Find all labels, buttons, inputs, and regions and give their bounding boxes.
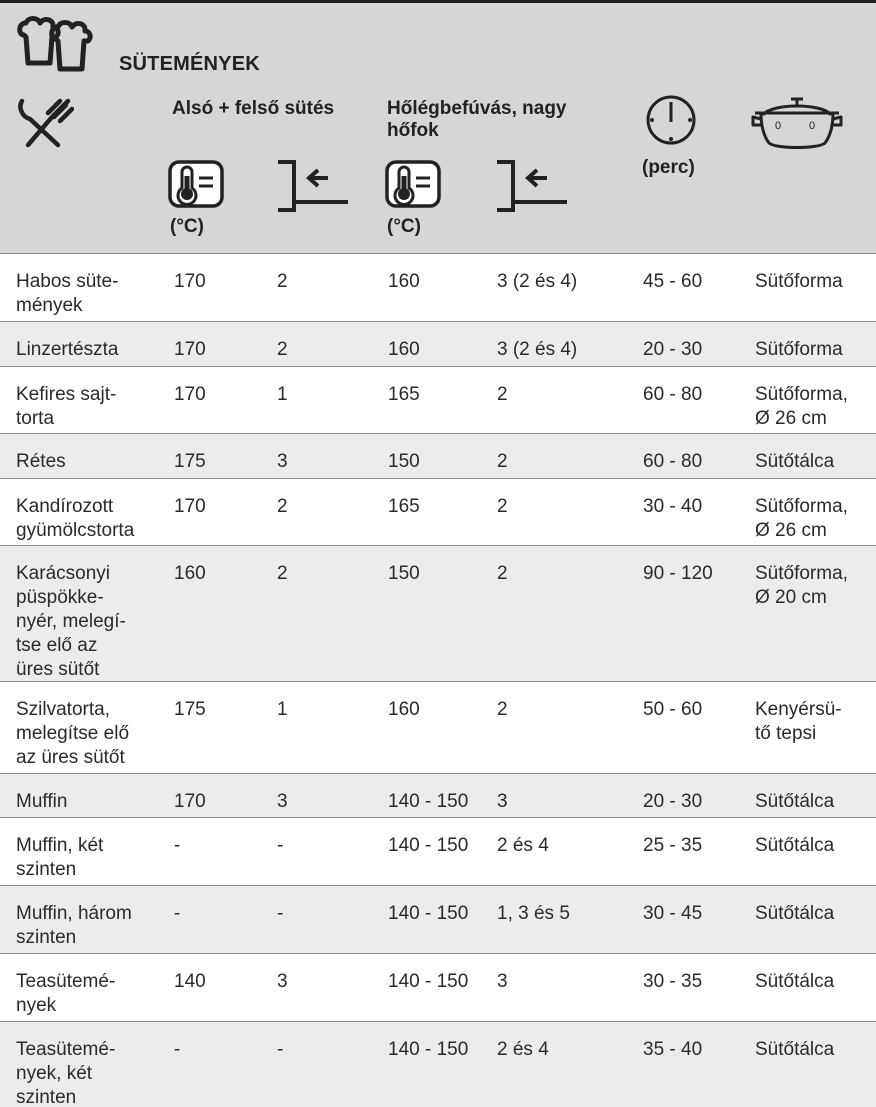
- food-name: [16, 698, 129, 770]
- food-name-line: szinten: [16, 859, 77, 880]
- fan-temperature: 140 - 150: [388, 1039, 469, 1060]
- table-row: [0, 885, 876, 953]
- food-name: [16, 1038, 115, 1107]
- food-name-line: Teasütemé-: [16, 971, 116, 992]
- fan-shelf-level: 2: [497, 451, 508, 472]
- food-name-line: Rétes: [16, 451, 66, 472]
- conventional-shelf-level: 2: [277, 339, 288, 360]
- fan-temperature: 150: [388, 563, 420, 584]
- fan-temperature: 165: [388, 384, 420, 405]
- fan-shelf-level: 2 és 4: [497, 835, 549, 856]
- food-name-line: szinten: [16, 927, 77, 948]
- conventional-temperature: 170: [174, 271, 206, 292]
- cookware: [755, 1038, 834, 1062]
- food-name-line: az üres sütőt: [16, 747, 125, 768]
- cooking-time: 30 - 45: [643, 903, 703, 924]
- food-name: [16, 495, 134, 543]
- conventional-temperature: 170: [174, 496, 206, 517]
- cookware: [755, 834, 834, 858]
- table-row: [0, 433, 876, 478]
- food-name-line: melegítse elő: [16, 723, 130, 744]
- cookware-line: Sütőtálca: [755, 791, 835, 812]
- cookware: [755, 562, 848, 610]
- food-name: [16, 562, 126, 682]
- conventional-temperature: -: [174, 903, 181, 924]
- food-name-line: nyek, két: [16, 1063, 93, 1084]
- fan-shelf-level: 2: [497, 384, 508, 405]
- cooking-time: 45 - 60: [643, 271, 703, 292]
- conventional-shelf-level: 2: [277, 496, 288, 517]
- cookware-line: Sütőtálca: [755, 835, 835, 856]
- cake-icon: [16, 15, 96, 82]
- food-name: [16, 450, 66, 474]
- cookware-line: Sütőtálca: [755, 451, 835, 472]
- thermometer-icon: [385, 160, 443, 221]
- cookware: [755, 450, 834, 474]
- fan-temperature: 160: [388, 271, 420, 292]
- fan-temperature: 150: [388, 451, 420, 472]
- cookware-line: Sütőtálca: [755, 971, 835, 992]
- cookware: [755, 970, 834, 994]
- conventional-shelf-level: 3: [277, 791, 288, 812]
- pot-icon: [751, 93, 843, 158]
- cookware: [755, 790, 834, 814]
- cooking-time: 60 - 80: [643, 451, 703, 472]
- fan-shelf-level: 3 (2 és 4): [497, 271, 578, 292]
- food-name-line: nyek: [16, 995, 57, 1016]
- svg-text:0: 0: [809, 120, 816, 132]
- food-name-line: Karácsonyi: [16, 563, 110, 584]
- food-name-line: nyér, melegí-: [16, 611, 126, 632]
- fan-shelf-level: 3: [497, 791, 508, 812]
- conventional-temperature: 175: [174, 451, 206, 472]
- food-name-line: Linzertészta: [16, 339, 119, 360]
- table-row: [0, 1021, 876, 1107]
- cookware: [755, 902, 834, 926]
- cookware: [755, 383, 848, 431]
- cookware-line: Sütőforma,: [755, 384, 848, 405]
- food-name: [16, 270, 118, 318]
- cookware: [755, 338, 843, 362]
- cookware-line: Ø 26 cm: [755, 408, 827, 429]
- food-name-line: gyümölcstorta: [16, 520, 135, 541]
- fan-shelf-level: 2 és 4: [497, 1039, 549, 1060]
- table-row: [0, 478, 876, 545]
- table-row: [0, 953, 876, 1021]
- cooking-time: 30 - 35: [643, 971, 703, 992]
- table-row: [0, 321, 876, 366]
- cookware-line: Sütőforma,: [755, 563, 848, 584]
- cookware-line: Kenyérsü-: [755, 699, 842, 720]
- fan-shelf-level: 3 (2 és 4): [497, 339, 578, 360]
- cookware-line: Sütőtálca: [755, 903, 835, 924]
- food-name: [16, 834, 103, 882]
- fan-temperature: 140 - 150: [388, 791, 469, 812]
- conventional-heating-header: Alsó + felső sütés: [172, 98, 335, 119]
- food-name-line: szinten: [16, 1087, 77, 1107]
- time-unit-label: (perc): [642, 157, 695, 178]
- cooking-time: 35 - 40: [643, 1039, 703, 1060]
- conventional-temperature: 170: [174, 384, 206, 405]
- temp-unit-label-1: (°C): [170, 216, 204, 237]
- cookware-line: Sütőforma,: [755, 496, 848, 517]
- cooking-time: 20 - 30: [643, 791, 703, 812]
- fan-shelf-level: 3: [497, 971, 508, 992]
- food-name-line: tse elő az: [16, 635, 98, 656]
- food-name-line: Muffin, két: [16, 835, 104, 856]
- fan-shelf-level: 2: [497, 496, 508, 517]
- cookware-line: Sütőtálca: [755, 1039, 835, 1060]
- cookware-line: Ø 20 cm: [755, 587, 827, 608]
- conventional-shelf-level: -: [277, 1039, 284, 1060]
- food-name-line: torta: [16, 408, 55, 429]
- svg-text:0: 0: [775, 120, 782, 132]
- section-title: SÜTEMÉNYEK: [119, 53, 260, 75]
- shelf-position-icon: [276, 158, 352, 219]
- table-row: [0, 773, 876, 817]
- temp-unit-label-2: (°C): [387, 216, 421, 237]
- fan-shelf-level: 2: [497, 699, 508, 720]
- conventional-shelf-level: 3: [277, 971, 288, 992]
- table-row: [0, 545, 876, 681]
- fan-heating-header-line1: Hőlégbefúvás, nagy: [387, 98, 567, 119]
- conventional-shelf-level: 1: [277, 384, 288, 405]
- food-name-line: püspökke-: [16, 587, 104, 608]
- conventional-temperature: 170: [174, 791, 206, 812]
- conventional-temperature: 160: [174, 563, 206, 584]
- fan-temperature: 140 - 150: [388, 903, 469, 924]
- food-name: [16, 338, 118, 362]
- cookware-line: Sütőforma: [755, 271, 843, 292]
- food-name-line: Muffin: [16, 791, 68, 812]
- cookware: [755, 698, 842, 746]
- food-name: [16, 970, 115, 1018]
- table-row: [0, 681, 876, 773]
- fan-temperature: 160: [388, 699, 420, 720]
- table-row: [0, 817, 876, 885]
- fan-shelf-level: 1, 3 és 5: [497, 903, 570, 924]
- thermometer-icon: [168, 160, 226, 221]
- cookware-line: Ø 26 cm: [755, 520, 827, 541]
- fan-shelf-level: 2: [497, 563, 508, 584]
- table-row: [0, 253, 876, 321]
- cooking-time: 50 - 60: [643, 699, 703, 720]
- conventional-temperature: -: [174, 1039, 181, 1060]
- food-name-line: Szilvatorta,: [16, 699, 110, 720]
- fan-temperature: 140 - 150: [388, 835, 469, 856]
- conventional-shelf-level: -: [277, 903, 284, 924]
- clock-icon: [641, 94, 701, 151]
- cutlery-icon: [16, 97, 74, 154]
- cookware-line: tő tepsi: [755, 723, 817, 744]
- cooking-time: 25 - 35: [643, 835, 703, 856]
- cooking-time: 20 - 30: [643, 339, 703, 360]
- food-name-line: Teasütemé-: [16, 1039, 116, 1060]
- food-name-line: Kandírozott: [16, 496, 114, 517]
- cookware-line: Sütőforma: [755, 339, 843, 360]
- conventional-temperature: 140: [174, 971, 206, 992]
- conventional-temperature: 175: [174, 699, 206, 720]
- table-header: [0, 89, 876, 253]
- fan-temperature: 140 - 150: [388, 971, 469, 992]
- section-title-band: [0, 3, 876, 89]
- cooking-time: 30 - 40: [643, 496, 703, 517]
- cooking-time: 90 - 120: [643, 563, 713, 584]
- conventional-shelf-level: 1: [277, 699, 288, 720]
- fan-temperature: 160: [388, 339, 420, 360]
- food-name-line: mények: [16, 295, 83, 316]
- conventional-shelf-level: -: [277, 835, 284, 856]
- food-name-line: üres sütőt: [16, 659, 100, 680]
- cookware: [755, 495, 848, 543]
- conventional-shelf-level: 3: [277, 451, 288, 472]
- food-name-line: Kefires sajt-: [16, 384, 117, 405]
- shelf-position-icon: [495, 158, 571, 219]
- cookware: [755, 270, 843, 294]
- conventional-temperature: 170: [174, 339, 206, 360]
- food-name: [16, 790, 67, 814]
- food-name-line: Muffin, három: [16, 903, 132, 924]
- conventional-temperature: -: [174, 835, 181, 856]
- food-name-line: Habos süte-: [16, 271, 119, 292]
- cooking-time: 60 - 80: [643, 384, 703, 405]
- table-row: [0, 366, 876, 433]
- fan-heating-header-line2: hőfok: [387, 120, 439, 141]
- conventional-shelf-level: 2: [277, 563, 288, 584]
- conventional-shelf-level: 2: [277, 271, 288, 292]
- food-name: [16, 383, 116, 431]
- fan-temperature: 165: [388, 496, 420, 517]
- food-name: [16, 902, 132, 950]
